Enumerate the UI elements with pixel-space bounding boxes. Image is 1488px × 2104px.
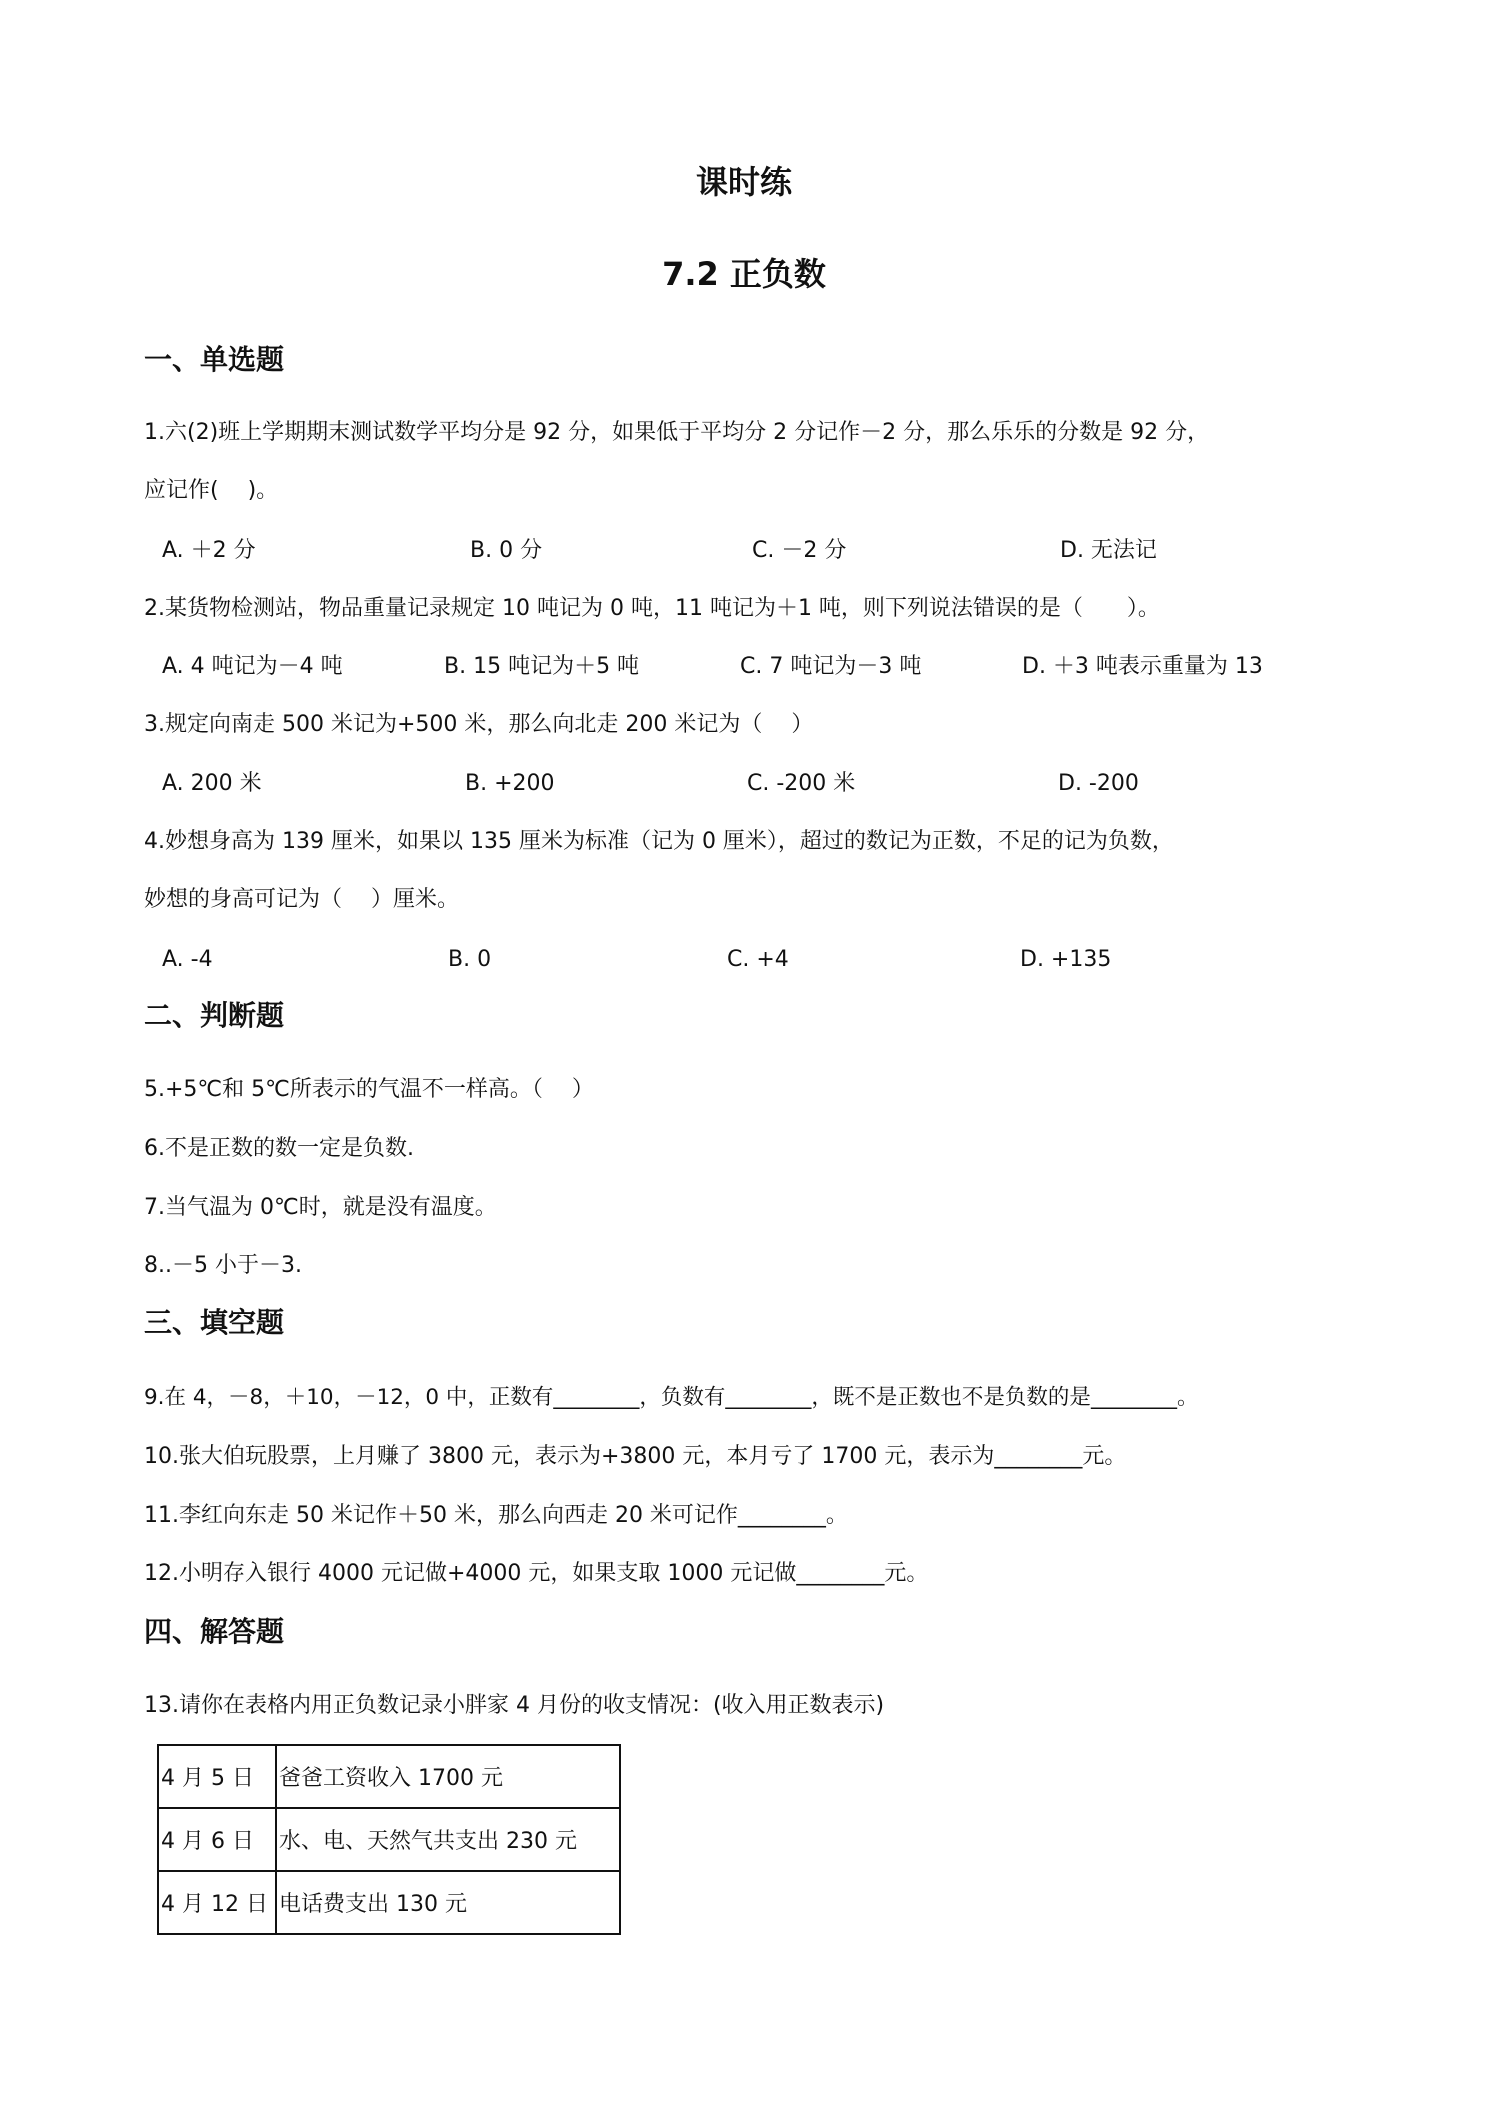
table-cell-description: 水、电、天然气共支出 230 元: [276, 1808, 620, 1871]
question-6: 6.不是正数的数一定是负数.: [144, 1136, 414, 1161]
section-heading-fill-blank: 三、填空题: [144, 1306, 285, 1339]
table-row: [158, 1808, 620, 1871]
table-row: [158, 1745, 620, 1808]
question-4-line-1: 4.妙想身高为 139 厘米，如果以 135 厘米为标准（记为 0 厘米），超过的数记为正数，不足的记为负数，: [144, 829, 1174, 854]
table-cell-description: 爸爸工资收入 1700 元: [276, 1745, 620, 1808]
question-3-option-c[interactable]: C. -200 米: [747, 771, 856, 796]
question-4-option-a[interactable]: A. -4: [162, 947, 213, 972]
question-3-option-d[interactable]: D. -200: [1058, 771, 1139, 796]
section-heading-answer: 四、解答题: [144, 1615, 285, 1648]
question-1-option-b[interactable]: B. 0 分: [470, 538, 543, 563]
question-7: 7.当气温为 0℃时，就是没有温度。: [144, 1195, 497, 1220]
page-title: 课时练: [695, 163, 792, 201]
section-heading-single-choice: 一、单选题: [144, 343, 285, 376]
question-3-line-1: 3.规定向南走 500 米记为+500 米，那么向北走 200 米记为（ ）: [144, 712, 814, 737]
question-1-option-a[interactable]: A. ＋2 分: [162, 538, 256, 563]
question-3-option-b[interactable]: B. +200: [465, 771, 555, 796]
question-10: 10.张大伯玩股票，上月赚了 3800 元，表示为+3800 元，本月亏了 1700 元，表示为________元。: [144, 1444, 1127, 1469]
question-3-option-a[interactable]: A. 200 米: [162, 771, 262, 796]
question-2-line-1: 2.某货物检测站，物品重量记录规定 10 吨记为 0 吨，11 吨记为＋1 吨，则下列说法错误的是（ ）。: [144, 596, 1160, 621]
table-cell-date: 4 月 5 日: [158, 1745, 276, 1808]
page-subtitle: 7.2 正负数: [662, 255, 826, 293]
table-row: [158, 1871, 620, 1934]
question-4-option-b[interactable]: B. 0: [448, 947, 492, 972]
question-1-option-c[interactable]: C. －2 分: [752, 538, 847, 563]
question-2-option-a[interactable]: A. 4 吨记为－4 吨: [162, 654, 343, 679]
question-12: 12.小明存入银行 4000 元记做+4000 元，如果支取 1000 元记做________元。: [144, 1561, 929, 1586]
question-1-line-1: 1.六(2)班上学期期末测试数学平均分是 92 分，如果低于平均分 2 分记作－2 分，那么乐乐的分数是 92 分，: [144, 420, 1210, 445]
question-2-option-b[interactable]: B. 15 吨记为＋5 吨: [444, 654, 640, 679]
table-cell-date: 4 月 12 日: [158, 1871, 276, 1934]
question-8: 8..－5 小于－3.: [144, 1253, 302, 1278]
question-1-option-d[interactable]: D. 无法记: [1060, 538, 1157, 563]
question-9: 9.在 4，－8，＋10，－12，0 中，正数有________，负数有________，既不是正数也不是负数的是________。: [144, 1385, 1199, 1410]
question-4-line-2: 妙想的身高可记为（ ）厘米。: [144, 887, 459, 912]
income-expense-table: [157, 1744, 621, 1935]
question-2-option-d[interactable]: D. ＋3 吨表示重量为 13: [1022, 654, 1263, 679]
section-heading-true-false: 二、判断题: [144, 999, 285, 1032]
question-1-line-2: 应记作( )。: [144, 478, 279, 503]
question-2-option-c[interactable]: C. 7 吨记为－3 吨: [740, 654, 922, 679]
question-4-option-c[interactable]: C. +4: [727, 947, 789, 972]
table-cell-date: 4 月 6 日: [158, 1808, 276, 1871]
question-5: 5.+5℃和 5℃所表示的气温不一样高。（ ）: [144, 1077, 594, 1102]
question-13: 13.请你在表格内用正负数记录小胖家 4 月份的收支情况：(收入用正数表示): [144, 1693, 885, 1718]
question-4-option-d[interactable]: D. +135: [1020, 947, 1112, 972]
question-11: 11.李红向东走 50 米记作＋50 米，那么向西走 20 米可记作________。: [144, 1503, 848, 1528]
table-cell-description: 电话费支出 130 元: [276, 1871, 620, 1934]
